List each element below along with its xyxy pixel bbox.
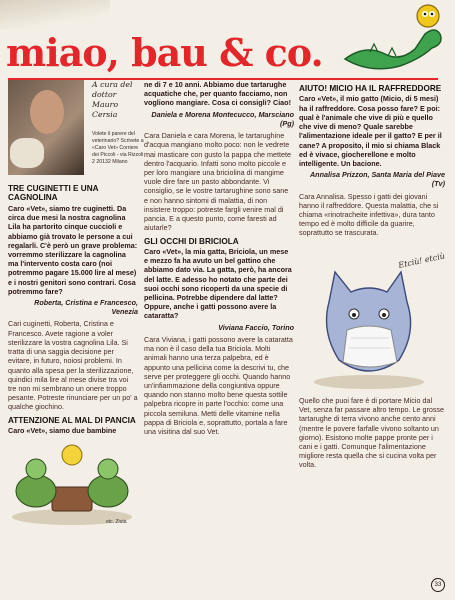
letter-heading: AIUTO! MICIO HA IL RAFFREDDORE [299,84,442,93]
dragon-illustration-icon [340,4,450,74]
letter-question: Caro «Vet», siamo due bambine [8,426,117,436]
page-corner-shadow [0,0,110,30]
vet-reply: Cara Daniela e cara Morena, le tartarughine d'acqua mangiano molto poco: non le vedrete mai masticare con gusto la pappa che mettete dentro l'acquario. Infatti sono molto piccole e per loro mangiare una briciolina di mangime vuole dire fare un pasto abbondante. Vi consiglio, se le vostre tartarughine sono sane e non hanno sintomi di malattia, di non insistere troppo: potreste fargli venire mal di pancia. E a questo punto, come faresti ad aiutarle? [144,131,292,233]
letter-question: Caro «Vet», il mio gatto (Micio, di 5 mesi) ha il raffreddore. Cosa posso fare? E poi: qual è l'animale che vive di più e quello che vive di meno? Quale sarebbe l'alimentazione ideale per il gatto? E per il cane? A proposito, il mio si chiama Black ed è vivace, giocherellone e molto intelligente. Un bacione. [299,94,442,168]
page-title: miao, bau & co. [6,30,323,75]
column-2 [144,80,294,438]
letter-signature: Annalisa Prizzon, Santa Maria del Piave (Tv) [309,170,445,189]
vet-reply: Cari cuginetti, Roberta, Cristina e Francesco. Avete ragione a voler sterilizzare la vostra cagnolina Lila. Si tratta di una saggia decisione per evitare, in futuro, noiosi problemi. In quanto alla spesa per la sterilizzazione, quindici mila lire al mese divise tra voi tre non mi sembrano un onere troppo pesante. Potreste rinunciare per un po' a qualche giochino. [8,319,138,412]
letter-heading: TRE CUGINETTI E UNA CAGNOLINA [8,184,99,203]
author-face [30,90,64,134]
credit-box [92,80,144,166]
letter-heading: GLI OCCHI DI BRICIOLA [144,236,239,246]
turtles-illustration-icon [8,439,136,527]
letter-question-continued: ne di 7 e 10 anni. Abbiamo due tartarughe acquatiche che, per quanto facciamo, non vogliono mangiare. Cosa ci consigli? Ciao! [144,80,291,108]
vet-reply: Cara Viviana, i gatti possono avere la cataratta ma non è il caso della tua Briciola. Molti animali hanno una terza palpebra, ed è appunto una pellicina come la descrivi tu, che serve per proteggere gli occhi. Quando hanno un'infiammazione della congiuntiva oppure quando non stanno molto bene questa sottile palpebra ricopre in parte l'occhio: come una piccola semiluna. Metti delle vitamine nella pappa di Briciola e, soprattutto, portala a fare una visitina dal suo Vet. [144,334,293,437]
address-note: Volete il parere del veterinario? Scrivete a «Caro Vet» Corriere dei Piccoli - via Rizzoli 2 20132 Milano [92,130,144,165]
letter-signature: Roberta, Cristina e Francesco, Venezia [34,298,138,317]
vet-reply: Cara Annalisa. Spesso i gatti dei giovani hanno il raffreddore. Questa malattia, che si chiama «rinotracheite infettiva», dura tanto tempo ed è molto difficile da guarire, soprattutto se trascurata. [299,191,439,238]
author-photo [8,80,84,175]
author-credit: A cura del dottor Mauro Cersia [92,80,133,120]
column-3 [299,80,445,472]
page-number: 33 [431,578,445,592]
illustrator-signature: etc. Ziuta [106,519,127,526]
sneeze-text: Etciù! etciù! [397,250,445,270]
vet-reply-continued: Quello che puoi fare è di portare Micio dal Vet, senza far passare altro tempo. Le grosse tartarughe di terra vivono anche cento anni (mentre le povere farfalle vivono soltanto un giorno). Esistono molte pappe pronte per i cani e i gatti. Comunque l'alimentazione migliore resta quella che si cucina volta per volta. [299,395,445,470]
author-block [8,80,144,180]
letter-signature: Daniela e Morena Montecucco, Marsciano (Pg) [151,109,294,128]
letter-heading: ATTENZIONE AL MAL DI PANCIA [8,415,136,425]
column-1 [8,80,144,530]
sneezing-cat-illustration-icon [299,242,445,392]
letter-question: Caro «Vet», siamo tre cuginetti. Da circa due mesi la nostra cagnolina Lila ha partorito cinque cuccioli e abbiamo già trovato le persone a cui regalarli. C'è però un grave problema: vorremmo sterilizzare la cagnolina ma l'intervento costa caro (noi potremmo pagare 15.000 lire al mese) e i nostri genitori sono contrari. Cosa potremmo fare? [8,203,138,296]
dog-in-photo [10,138,44,168]
letter-question: Caro «Vet», la mia gatta, Briciola, un mese e mezzo fa ha avuto un bel gattino che abbiamo dato via. La gatta, però, ha ancora del latte. E adesso ho notato che parte dei suoi occhi sono ricoperti da una specie di pellicina. Potrebbe dipendere dal latte? Oppure, anche i gatti possono avere la cataratta? [144,246,292,321]
letter-signature: Viviana Faccio, Torino [218,322,294,332]
